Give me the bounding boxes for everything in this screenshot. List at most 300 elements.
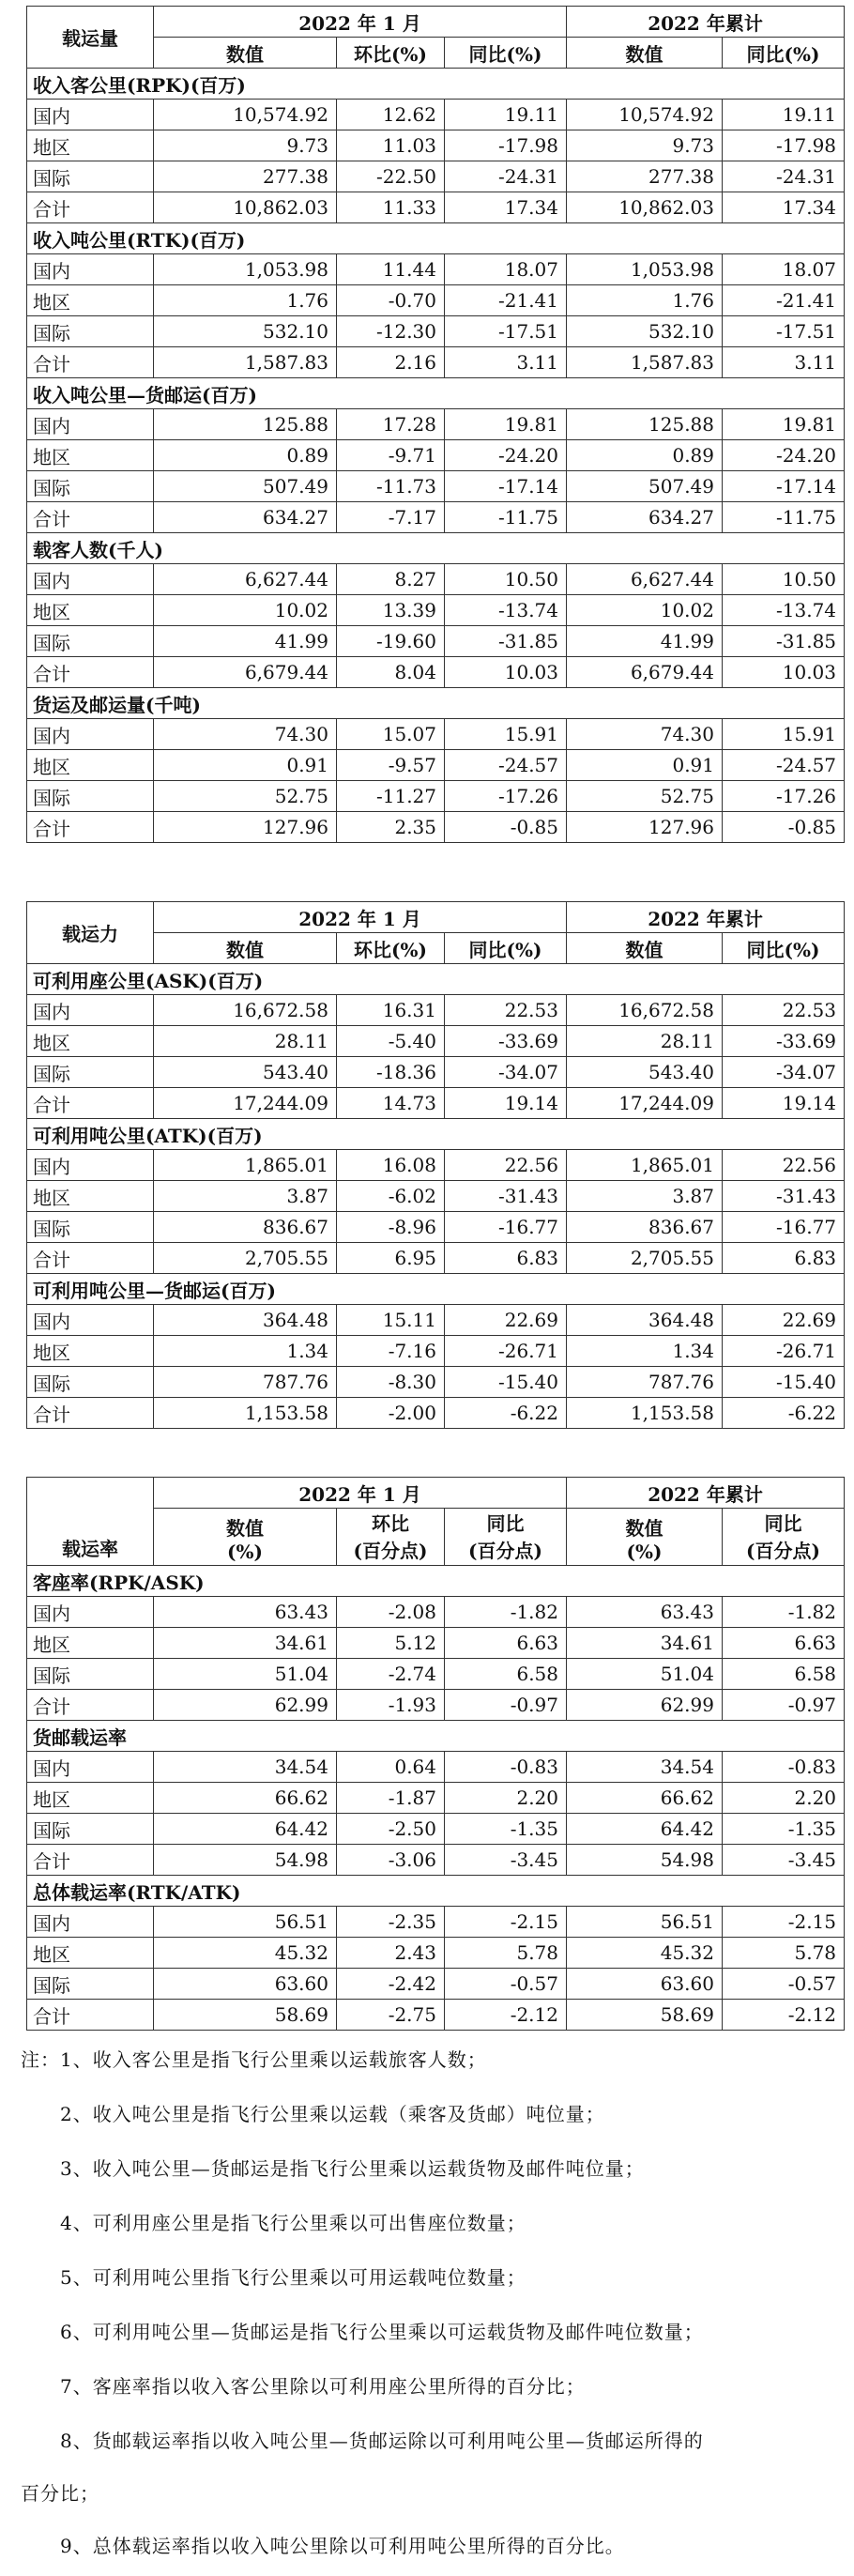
table-cell: 1.34: [154, 1336, 337, 1367]
table-cell: -0.97: [723, 1690, 845, 1721]
value-header: 数值: [567, 38, 723, 69]
table-cell: 51.04: [567, 1659, 723, 1690]
table-cell: -2.08: [337, 1597, 445, 1628]
table-row: [27, 626, 845, 657]
table-cell: 58.69: [154, 2000, 337, 2031]
table-cell: 1.76: [567, 285, 723, 316]
table-row: [27, 1088, 845, 1119]
table-cell: 532.10: [154, 316, 337, 347]
table-cell: 16,672.58: [567, 995, 723, 1026]
table-cell: -17.26: [723, 781, 845, 812]
table-cell: -2.74: [337, 1659, 445, 1690]
row-label: 国内: [27, 1305, 154, 1336]
table-cell: 543.40: [154, 1057, 337, 1088]
row-label: 国际: [27, 316, 154, 347]
table-cell: 10,574.92: [567, 100, 723, 130]
month-header: 2022 年 1 月: [154, 902, 567, 933]
note-line: 注：1、收入客公里是指飞行公里乘以运载旅客人数；: [21, 2048, 487, 2071]
table-cell: 66.62: [567, 1783, 723, 1814]
table-row: [27, 347, 845, 378]
table-cell: 1.76: [154, 285, 337, 316]
note-line: 2、收入吨公里是指飞行公里乘以运载（乘客及货邮）吨位量；: [60, 2103, 605, 2125]
note-line: 4、可利用座公里是指飞行公里乘以可出售座位数量；: [60, 2212, 526, 2234]
table-cell: 54.98: [567, 1845, 723, 1876]
table-cell: 836.67: [154, 1212, 337, 1243]
table-cell: 9.73: [567, 130, 723, 161]
table-cell: 15.91: [445, 719, 567, 750]
table-cell: 63.60: [154, 1969, 337, 2000]
row-label: 国际: [27, 1659, 154, 1690]
table-cell: 8.27: [337, 564, 445, 595]
table-cell: 34.61: [567, 1628, 723, 1659]
table-cell: 28.11: [567, 1026, 723, 1057]
table-cell: 10.02: [567, 595, 723, 626]
table-row: [27, 1026, 845, 1057]
table-cell: 277.38: [154, 161, 337, 192]
table-cell: -33.69: [445, 1026, 567, 1057]
table-cell: 74.30: [567, 719, 723, 750]
table-cell: 5.78: [723, 1938, 845, 1969]
table-row: [27, 2000, 845, 2031]
table-cell: -15.40: [445, 1367, 567, 1398]
table-cell: 1.34: [567, 1336, 723, 1367]
table-cell: -31.85: [723, 626, 845, 657]
cumulative-header: 2022 年累计: [567, 902, 845, 933]
table-cell: 19.11: [445, 100, 567, 130]
table-cell: 22.56: [723, 1150, 845, 1181]
table-row: [27, 595, 845, 626]
table-cell: 34.54: [154, 1752, 337, 1783]
table-cell: -0.85: [723, 812, 845, 843]
table-cell: 1,587.83: [567, 347, 723, 378]
table-cell: 836.67: [567, 1212, 723, 1243]
table-cell: 17.34: [723, 192, 845, 223]
row-label: 国际: [27, 1057, 154, 1088]
table-row: [27, 1938, 845, 1969]
section-row: [27, 1274, 845, 1305]
table-cell: 2,705.55: [567, 1243, 723, 1274]
table-row: [27, 1305, 845, 1336]
table-cell: -2.42: [337, 1969, 445, 2000]
value-header-line1: 数值: [226, 1517, 264, 1540]
table-cell: 17,244.09: [154, 1088, 337, 1119]
table-cell: 6.58: [723, 1659, 845, 1690]
table-row: [27, 1752, 845, 1783]
table-cell: 63.43: [154, 1597, 337, 1628]
table-cell: 787.76: [154, 1367, 337, 1398]
table-cell: -24.31: [723, 161, 845, 192]
table-row: [27, 1628, 845, 1659]
yoy-header: 同比(%): [445, 933, 567, 964]
table-cell: -11.73: [337, 471, 445, 502]
row-label: 合计: [27, 1690, 154, 1721]
table-row: [27, 1181, 845, 1212]
table-cell: 34.54: [567, 1752, 723, 1783]
table-row: [27, 719, 845, 750]
table-cell: -2.35: [337, 1907, 445, 1938]
value-header: [567, 1509, 723, 1566]
corner-label: 载运力: [27, 902, 154, 964]
table-cell: 22.53: [723, 995, 845, 1026]
table-cell: 13.39: [337, 595, 445, 626]
table-row: [27, 1367, 845, 1398]
row-label: 合计: [27, 1398, 154, 1429]
table-cell: -9.57: [337, 750, 445, 781]
table-cell: 6,627.44: [154, 564, 337, 595]
table-cell: 1,587.83: [154, 347, 337, 378]
table-cell: 22.53: [445, 995, 567, 1026]
table-row: [27, 471, 845, 502]
note-line: 5、可利用吨公里指飞行公里乘以可用运载吨位数量；: [60, 2266, 526, 2289]
table-cell: 6,679.44: [567, 657, 723, 688]
section-row: [27, 69, 845, 100]
table-cell: 16.31: [337, 995, 445, 1026]
table-cell: 52.75: [154, 781, 337, 812]
table-cell: -1.35: [723, 1814, 845, 1845]
row-label: 地区: [27, 750, 154, 781]
table-row: [27, 316, 845, 347]
table-cell: -6.22: [723, 1398, 845, 1429]
table-cell: -0.83: [445, 1752, 567, 1783]
table-row: [27, 1659, 845, 1690]
table-cell: 51.04: [154, 1659, 337, 1690]
table-cell: 0.64: [337, 1752, 445, 1783]
table-cell: -2.50: [337, 1814, 445, 1845]
section-title: 货运及邮运量(千吨): [27, 688, 845, 719]
table-cell: -17.14: [723, 471, 845, 502]
table-cell: 11.44: [337, 254, 445, 285]
row-label: 国内: [27, 1597, 154, 1628]
table-row: [27, 1690, 845, 1721]
table-cell: -24.57: [445, 750, 567, 781]
table-cell: -34.07: [723, 1057, 845, 1088]
table-cell: -3.45: [723, 1845, 845, 1876]
yoy-header: 同比(%): [723, 933, 845, 964]
table-cell: 127.96: [154, 812, 337, 843]
table-cell: 507.49: [154, 471, 337, 502]
table-cell: 2.20: [445, 1783, 567, 1814]
table-cell: -31.43: [723, 1181, 845, 1212]
table-cell: -0.97: [445, 1690, 567, 1721]
table-cell: -13.74: [723, 595, 845, 626]
table-header-row: [27, 7, 845, 38]
cumulative-header: 2022 年累计: [567, 1478, 845, 1509]
cargo-volume-table: [26, 6, 845, 843]
table-cell: 634.27: [567, 502, 723, 533]
table-cell: -11.27: [337, 781, 445, 812]
row-label: 地区: [27, 1336, 154, 1367]
value-header-line2: (%): [227, 1541, 263, 1563]
note-line: 百分比；: [21, 2482, 99, 2505]
table-row: [27, 564, 845, 595]
value-header: 数值: [154, 933, 337, 964]
row-label: 地区: [27, 1181, 154, 1212]
table-cell: 6.63: [445, 1628, 567, 1659]
table-cell: 6.63: [723, 1628, 845, 1659]
table-cell: 54.98: [154, 1845, 337, 1876]
table-cell: -3.45: [445, 1845, 567, 1876]
value-header: 数值: [567, 933, 723, 964]
table-cell: -31.85: [445, 626, 567, 657]
table-cell: -24.57: [723, 750, 845, 781]
section-row: [27, 1566, 845, 1597]
table-cell: 364.48: [154, 1305, 337, 1336]
row-label: 合计: [27, 192, 154, 223]
table-cell: -0.83: [723, 1752, 845, 1783]
section-row: [27, 1721, 845, 1752]
table-cell: 15.07: [337, 719, 445, 750]
table-cell: 3.87: [567, 1181, 723, 1212]
table-cell: -22.50: [337, 161, 445, 192]
table-cell: -5.40: [337, 1026, 445, 1057]
table-cell: 1,865.01: [567, 1150, 723, 1181]
table-cell: 507.49: [567, 471, 723, 502]
yoy-header: [445, 1509, 567, 1566]
row-label: 国际: [27, 1212, 154, 1243]
note-line: 7、客座率指以收入客公里除以可利用座公里所得的百分比；: [60, 2375, 586, 2398]
table-cell: 19.81: [723, 409, 845, 440]
table-cell: 17.28: [337, 409, 445, 440]
table-cell: 1,153.58: [567, 1398, 723, 1429]
table-cell: 34.61: [154, 1628, 337, 1659]
table-row: [27, 1212, 845, 1243]
table-cell: 9.73: [154, 130, 337, 161]
table-cell: -18.36: [337, 1057, 445, 1088]
table-cell: -0.57: [445, 1969, 567, 2000]
table-cell: 10,862.03: [154, 192, 337, 223]
table-cell: -11.75: [445, 502, 567, 533]
row-label: 地区: [27, 1628, 154, 1659]
row-label: 国际: [27, 471, 154, 502]
table-cell: -1.82: [723, 1597, 845, 1628]
table-cell: 6.58: [445, 1659, 567, 1690]
table-row: [27, 502, 845, 533]
table-cell: 45.32: [567, 1938, 723, 1969]
note-line: 6、可利用吨公里—货邮运是指飞行公里乘以可运载货物及邮件吨位数量；: [60, 2321, 704, 2343]
table-row: [27, 1845, 845, 1876]
mom-header: [337, 1509, 445, 1566]
table-row: [27, 1057, 845, 1088]
capacity-table: [26, 901, 845, 1429]
table-cell: 14.73: [337, 1088, 445, 1119]
table-cell: 17.34: [445, 192, 567, 223]
table-cell: -17.51: [723, 316, 845, 347]
table-cell: -33.69: [723, 1026, 845, 1057]
row-label: 合计: [27, 1088, 154, 1119]
table-cell: -21.41: [445, 285, 567, 316]
table-cell: 19.81: [445, 409, 567, 440]
month-header: 2022 年 1 月: [154, 7, 567, 38]
row-label: 合计: [27, 1845, 154, 1876]
section-title: 客座率(RPK/ASK): [27, 1566, 845, 1597]
table-cell: 45.32: [154, 1938, 337, 1969]
table-cell: 63.43: [567, 1597, 723, 1628]
row-label: 国际: [27, 1969, 154, 2000]
section-row: [27, 688, 845, 719]
table-cell: 10.03: [723, 657, 845, 688]
table-cell: -11.75: [723, 502, 845, 533]
table-row: [27, 254, 845, 285]
row-label: 国际: [27, 161, 154, 192]
table-cell: 10.02: [154, 595, 337, 626]
table-cell: 2,705.55: [154, 1243, 337, 1274]
mom-header: 环比(%): [337, 933, 445, 964]
table-cell: 56.51: [567, 1907, 723, 1938]
section-title: 可利用座公里(ASK)(百万): [27, 964, 845, 995]
row-label: 国际: [27, 781, 154, 812]
table-cell: 22.56: [445, 1150, 567, 1181]
table-cell: -31.43: [445, 1181, 567, 1212]
table-cell: 64.42: [567, 1814, 723, 1845]
table-row: [27, 1597, 845, 1628]
table-cell: 1,053.98: [567, 254, 723, 285]
table-cell: 6.83: [445, 1243, 567, 1274]
table-cell: -6.22: [445, 1398, 567, 1429]
yoy-header-line2: (百分点): [468, 1540, 542, 1562]
section-title: 载客人数(千人): [27, 533, 845, 564]
table-cell: -13.74: [445, 595, 567, 626]
table-cell: 1,053.98: [154, 254, 337, 285]
row-label: 合计: [27, 1243, 154, 1274]
yoy-header: [723, 1509, 845, 1566]
mom-header: 环比(%): [337, 38, 445, 69]
month-header: 2022 年 1 月: [154, 1478, 567, 1509]
table-row: [27, 1150, 845, 1181]
table-cell: 62.99: [154, 1690, 337, 1721]
section-title: 收入吨公里(RTK)(百万): [27, 223, 845, 254]
row-label: 地区: [27, 440, 154, 471]
table-row: [27, 812, 845, 843]
table-cell: -8.30: [337, 1367, 445, 1398]
table-row: [27, 995, 845, 1026]
table-cell: 22.69: [445, 1305, 567, 1336]
row-label: 合计: [27, 657, 154, 688]
table-cell: 15.11: [337, 1305, 445, 1336]
table-cell: 5.12: [337, 1628, 445, 1659]
section-row: [27, 1119, 845, 1150]
value-header-line1: 数值: [625, 1517, 663, 1540]
table-cell: -26.71: [445, 1336, 567, 1367]
table-row: [27, 750, 845, 781]
table-cell: 56.51: [154, 1907, 337, 1938]
table-cell: 0.91: [154, 750, 337, 781]
table-row: [27, 1398, 845, 1429]
row-label: 合计: [27, 2000, 154, 2031]
table-row: [27, 192, 845, 223]
note-line: 8、货邮载运率指以收入吨公里—货邮运除以可利用吨公里—货邮运所得的: [60, 2430, 704, 2452]
table-cell: 2.35: [337, 812, 445, 843]
row-label: 国际: [27, 626, 154, 657]
row-label: 国内: [27, 719, 154, 750]
table-cell: -17.98: [723, 130, 845, 161]
table-cell: -0.57: [723, 1969, 845, 2000]
table-cell: 63.60: [567, 1969, 723, 2000]
table-cell: -3.06: [337, 1845, 445, 1876]
table-cell: 1,865.01: [154, 1150, 337, 1181]
table-row: [27, 130, 845, 161]
table-cell: 364.48: [567, 1305, 723, 1336]
table-cell: -0.70: [337, 285, 445, 316]
section-title: 可利用吨公里—货邮运(百万): [27, 1274, 845, 1305]
mom-header-line2: (百分点): [353, 1540, 428, 1562]
table-cell: 2.16: [337, 347, 445, 378]
table-cell: 16,672.58: [154, 995, 337, 1026]
row-label: 地区: [27, 1938, 154, 1969]
table-cell: 15.91: [723, 719, 845, 750]
table-cell: 10.03: [445, 657, 567, 688]
table-cell: -1.93: [337, 1690, 445, 1721]
table-cell: -2.12: [445, 2000, 567, 2031]
table-cell: -0.85: [445, 812, 567, 843]
table-cell: -24.20: [445, 440, 567, 471]
table-cell: 532.10: [567, 316, 723, 347]
table-cell: -7.17: [337, 502, 445, 533]
yoy-header-line2: (百分点): [746, 1540, 820, 1562]
table-row: [27, 1814, 845, 1845]
note-line: 9、总体载运率指以收入吨公里除以可利用吨公里所得的百分比。: [60, 2535, 625, 2557]
section-title: 总体载运率(RTK/ATK): [27, 1876, 845, 1907]
section-row: [27, 223, 845, 254]
table-cell: -7.16: [337, 1336, 445, 1367]
row-label: 地区: [27, 595, 154, 626]
row-label: 国内: [27, 100, 154, 130]
row-label: 国际: [27, 1367, 154, 1398]
table-cell: -2.15: [723, 1907, 845, 1938]
table-cell: -2.15: [445, 1907, 567, 1938]
table-cell: 64.42: [154, 1814, 337, 1845]
table-cell: 41.99: [154, 626, 337, 657]
table-cell: 62.99: [567, 1690, 723, 1721]
table-cell: 10,574.92: [154, 100, 337, 130]
value-header: [154, 1509, 337, 1566]
table-cell: 16.08: [337, 1150, 445, 1181]
corner-label: 载运率: [27, 1478, 154, 1566]
table-row: [27, 1783, 845, 1814]
table-cell: -12.30: [337, 316, 445, 347]
table-row: [27, 1243, 845, 1274]
table-cell: 125.88: [567, 409, 723, 440]
value-header: 数值: [154, 38, 337, 69]
table-cell: 787.76: [567, 1367, 723, 1398]
row-label: 国内: [27, 409, 154, 440]
table-cell: 2.20: [723, 1783, 845, 1814]
table-cell: 6,679.44: [154, 657, 337, 688]
table-cell: 19.11: [723, 100, 845, 130]
table-row: [27, 409, 845, 440]
table-row: [27, 100, 845, 130]
table-cell: 10.50: [445, 564, 567, 595]
table-header-row: [27, 1478, 845, 1509]
table-cell: -2.00: [337, 1398, 445, 1429]
table-cell: 5.78: [445, 1938, 567, 1969]
row-label: 国内: [27, 254, 154, 285]
table-cell: 6,627.44: [567, 564, 723, 595]
corner-label: 载运量: [27, 7, 154, 69]
table-cell: -24.31: [445, 161, 567, 192]
section-title: 可利用吨公里(ATK)(百万): [27, 1119, 845, 1150]
table-cell: -17.26: [445, 781, 567, 812]
row-label: 合计: [27, 812, 154, 843]
mom-header-line1: 环比: [372, 1512, 409, 1535]
table-cell: 277.38: [567, 161, 723, 192]
table-cell: 18.07: [445, 254, 567, 285]
yoy-header: 同比(%): [723, 38, 845, 69]
table-cell: 543.40: [567, 1057, 723, 1088]
table-row: [27, 1336, 845, 1367]
table-cell: 125.88: [154, 409, 337, 440]
table-row: [27, 1907, 845, 1938]
table-cell: 17,244.09: [567, 1088, 723, 1119]
